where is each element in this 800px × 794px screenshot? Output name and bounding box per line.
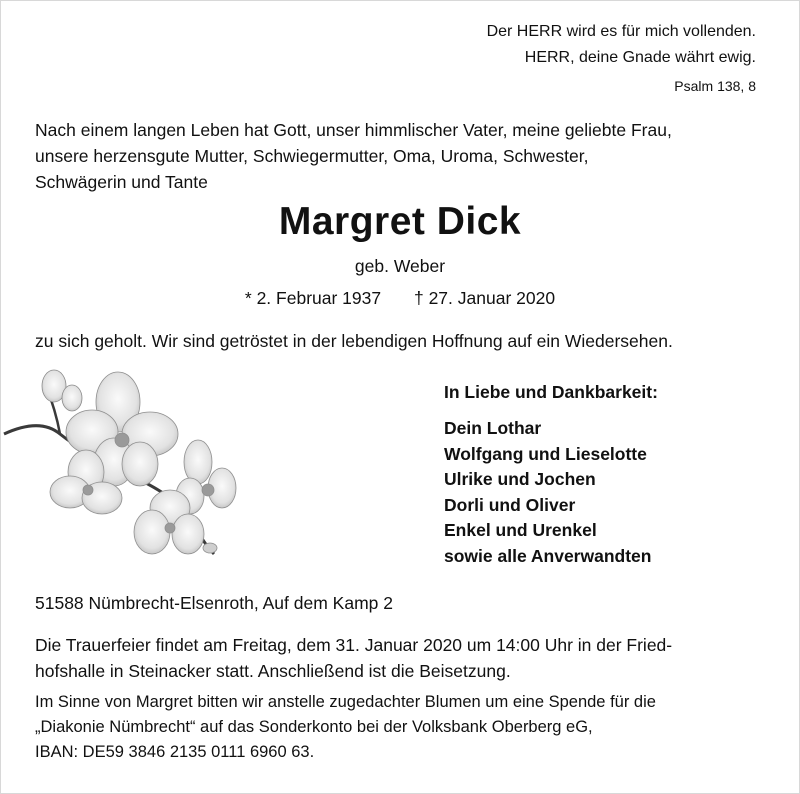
address: 51588 Nümbrecht-Elsenroth, Auf dem Kamp 2 bbox=[35, 593, 393, 613]
mourner-name: Dein Lothar bbox=[444, 418, 542, 438]
closing-line: zu sich geholt. Wir sind getröstet in der lebendigen Hoffnung auf ein Wiedersehen. bbox=[35, 331, 673, 351]
mourners-heading: In Liebe und Dankbarkeit: bbox=[444, 382, 658, 402]
mourner-name: Dorli und Oliver bbox=[444, 494, 576, 515]
intro-text bbox=[35, 117, 672, 195]
donation-line-1: Im Sinne von Margret bitten wir anstelle zugedachter Blumen um eine Spende für die bbox=[35, 693, 656, 711]
orchid-bud-top bbox=[42, 370, 82, 411]
verse-reference: Psalm 138, 8 bbox=[674, 78, 756, 94]
life-dates bbox=[0, 288, 800, 309]
mourner-name: Ulrike und Jochen bbox=[444, 469, 596, 489]
donation-line-3: IBAN: DE59 3846 2135 0111 6960 63. bbox=[35, 743, 315, 761]
birth-date: * 2. Februar 1937 bbox=[244, 288, 382, 308]
mourner-name: sowie alle Anverwandten bbox=[444, 545, 652, 566]
intro-line-3: Schwägerin und Tante bbox=[35, 172, 208, 192]
intro-line-2: unsere herzensgute Mutter, Schwiegermutter, Oma, Uroma, Schwester, bbox=[35, 146, 589, 166]
funeral-line-1: Die Trauerfeier findet am Freitag, dem 31. Januar 2020 um 14:00 Uhr in der Fried- bbox=[35, 635, 673, 655]
verse-block bbox=[487, 19, 756, 71]
funeral-info bbox=[35, 632, 672, 684]
deceased-name: Margret Dick bbox=[278, 200, 522, 243]
intro-line-1: Nach einem langen Leben hat Gott, unser himmlischer Vater, meine geliebte Frau, bbox=[35, 120, 672, 140]
mourner-name: Enkel und Urenkel bbox=[444, 520, 597, 540]
funeral-line-2: hofshalle in Steinacker statt. Anschließend ist die Beisetzung. bbox=[35, 661, 511, 681]
verse-line-1: Der HERR wird es für mich vollenden. bbox=[486, 23, 756, 40]
orchid-flower-bottom bbox=[134, 490, 217, 554]
orchid-flower-image bbox=[0, 362, 250, 567]
donation-info bbox=[35, 690, 656, 765]
verse-line-2: HERR, deine Gnade währt ewig. bbox=[524, 49, 756, 66]
donation-line-2: „Diakonie Nümbrecht“ auf das Sonderkonto bei der Volksbank Oberberg eG, bbox=[35, 718, 593, 736]
maiden-name: geb. Weber bbox=[354, 256, 446, 276]
mourner-name: Wolfgang und Lieselotte bbox=[444, 443, 647, 464]
mourners-list bbox=[444, 416, 651, 569]
death-date: † 27. Januar 2020 bbox=[413, 288, 556, 308]
